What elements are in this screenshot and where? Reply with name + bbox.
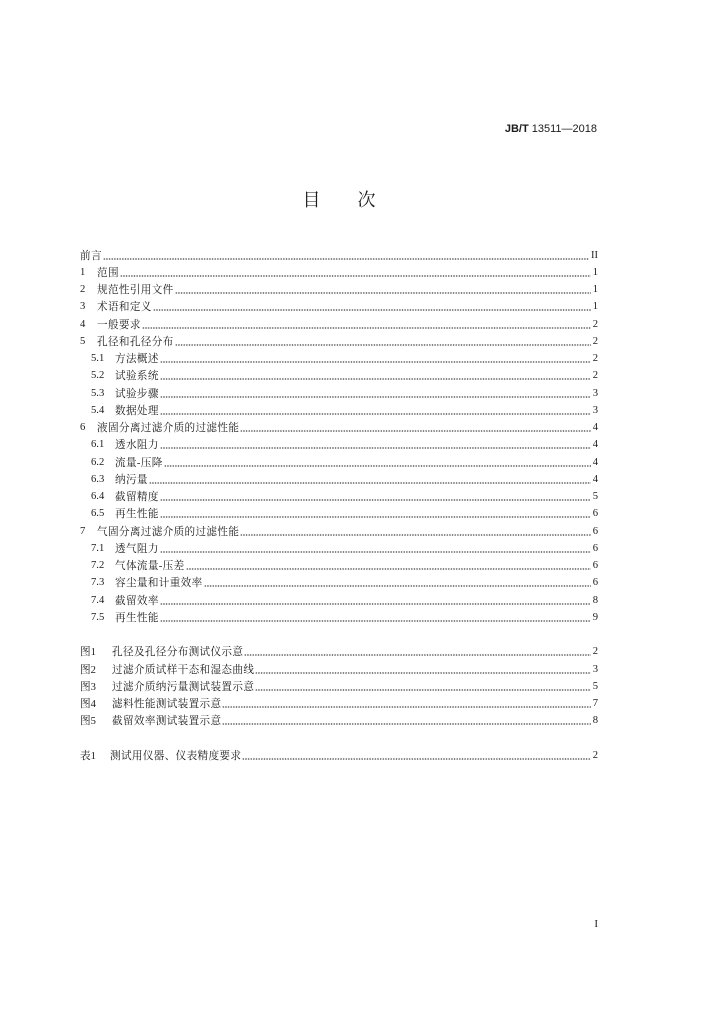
toc-entry-subclause <box>80 557 598 574</box>
group-spacer <box>80 626 598 643</box>
entry-number: 5.4 <box>91 404 105 416</box>
dot-leader <box>175 292 591 294</box>
entry-number: 图4 <box>80 699 96 711</box>
entry-title: 液固分离过滤介质的过滤性能 <box>97 423 240 435</box>
entry-title: 透气阻力 <box>115 543 159 555</box>
entry-title: 前言 <box>80 250 102 262</box>
entry-number: 7.1 <box>91 542 105 554</box>
entry-page-number: 2 <box>592 646 598 658</box>
dot-leader <box>164 465 591 467</box>
dot-leader <box>242 758 590 760</box>
dot-leader <box>120 275 591 277</box>
entry-page-number: 3 <box>592 404 598 416</box>
dot-leader <box>244 654 590 656</box>
entry-number: 3 <box>80 301 86 313</box>
toc-entry-subclause <box>80 384 598 401</box>
entry-number: 5.1 <box>91 353 105 365</box>
dot-leader <box>103 258 589 260</box>
entry-number: 7.2 <box>91 560 105 572</box>
toc-entry-clause <box>80 281 598 298</box>
entry-title: 容尘量和计重效率 <box>115 578 203 590</box>
entry-title: 范围 <box>97 267 119 279</box>
entry-number: 7.5 <box>91 611 105 623</box>
entry-number: 6.2 <box>91 456 105 468</box>
toc-entry-clause <box>80 264 598 281</box>
entry-number: 6.4 <box>91 491 105 503</box>
entry-title: 透水阻力 <box>115 440 159 452</box>
toc-entry-figure <box>80 660 598 677</box>
entry-page-number: 4 <box>592 422 598 434</box>
standard-code-prefix: JB/T <box>504 123 529 135</box>
entry-title: 测试用仪器、仪表精度要求 <box>110 750 242 762</box>
entry-page-number: 4 <box>592 439 598 451</box>
entry-number: 5.3 <box>91 387 105 399</box>
dot-leader <box>160 499 591 501</box>
dot-leader <box>160 413 591 415</box>
entry-title: 纳污量 <box>115 474 148 486</box>
entry-number: 表1 <box>80 750 96 762</box>
dot-leader <box>160 551 591 553</box>
entry-number: 5.2 <box>91 370 105 382</box>
toc-entry-table <box>80 747 598 764</box>
dot-leader <box>160 603 591 605</box>
toc-entry-figure <box>80 695 598 712</box>
entry-title: 试验系统 <box>115 371 159 383</box>
entry-page-number: 6 <box>592 542 598 554</box>
toc-entry-subclause <box>80 350 598 367</box>
toc-entry-subclause <box>80 453 598 470</box>
entry-page-number: 1 <box>592 301 598 313</box>
entry-title: 气体流量-压差 <box>115 561 185 573</box>
entry-title: 孔径和孔径分布 <box>97 336 174 348</box>
entry-number: 图2 <box>80 664 96 676</box>
entry-page-number: 2 <box>592 318 598 330</box>
entry-page-number: 1 <box>592 266 598 278</box>
toc-entry-figure <box>80 643 598 660</box>
entry-title: 截留精度 <box>115 492 159 504</box>
entry-title: 方法概述 <box>115 354 159 366</box>
entry-number: 7 <box>80 525 86 537</box>
entry-title: 滤料性能测试装置示意 <box>112 699 222 711</box>
toc-entry-preface <box>80 246 598 263</box>
entry-title: 孔径及孔径分布测试仪示意 <box>112 647 244 659</box>
toc-entry-clause <box>80 333 598 350</box>
entry-title: 气固分离过滤介质的过滤性能 <box>97 526 240 538</box>
entry-page-number: 2 <box>592 353 598 365</box>
dot-leader <box>160 620 591 622</box>
entry-title: 截留效率 <box>115 595 159 607</box>
entry-number: 6.3 <box>91 473 105 485</box>
dot-leader <box>222 706 590 708</box>
dot-leader <box>153 309 591 311</box>
dot-leader <box>160 516 591 518</box>
dot-leader <box>240 534 590 536</box>
entry-number: 4 <box>80 318 86 330</box>
entry-page-number: 3 <box>592 387 598 399</box>
toc-entry-subclause <box>80 367 598 384</box>
page-number: I <box>594 918 598 930</box>
entry-page-number: 9 <box>592 611 598 623</box>
entry-page-number: 8 <box>592 594 598 606</box>
entry-page-number: 2 <box>592 370 598 382</box>
toc-entry-subclause <box>80 540 598 557</box>
entry-number: 图1 <box>80 647 96 659</box>
toc-entry-clause <box>80 315 598 332</box>
entry-page-number: 6 <box>592 508 598 520</box>
entry-page-number: 6 <box>592 560 598 572</box>
entry-title: 再生性能 <box>115 612 159 624</box>
entry-page-number: 2 <box>592 749 598 761</box>
toc-entry-subclause <box>80 591 598 608</box>
entry-page-number: II <box>590 249 598 261</box>
entry-page-number: 5 <box>592 491 598 503</box>
toc-entry-clause <box>80 298 598 315</box>
entry-number: 7.3 <box>91 577 105 589</box>
dot-leader <box>160 447 591 449</box>
toc-entry-subclause <box>80 488 598 505</box>
toc-entry-subclause <box>80 471 598 488</box>
entry-page-number: 3 <box>592 663 598 675</box>
dot-leader <box>149 482 591 484</box>
toc-entry-subclause <box>80 436 598 453</box>
entry-title: 截留效率测试装置示意 <box>112 716 222 728</box>
toc-entry-subclause <box>80 402 598 419</box>
entry-page-number: 5 <box>592 680 598 692</box>
entry-title: 流量-压降 <box>115 457 163 469</box>
dot-leader <box>186 568 591 570</box>
entry-title: 规范性引用文件 <box>97 285 174 297</box>
toc-entry-subclause <box>80 505 598 522</box>
entry-title: 过滤介质试样干态和湿态曲线 <box>112 664 255 676</box>
entry-page-number: 7 <box>592 698 598 710</box>
entry-page-number: 6 <box>592 577 598 589</box>
entry-number: 1 <box>80 266 86 278</box>
entry-title: 过滤介质纳污量测试装置示意 <box>112 681 255 693</box>
standard-code <box>505 122 597 136</box>
group-spacer <box>80 729 598 746</box>
standard-code-number: 13511—2018 <box>531 123 597 135</box>
toc-entry-clause <box>80 522 598 539</box>
dot-leader <box>142 327 591 329</box>
dot-leader <box>255 672 590 674</box>
entry-page-number: 1 <box>592 284 598 296</box>
entry-title: 一般要求 <box>97 319 141 331</box>
entry-number: 图3 <box>80 681 96 693</box>
entry-page-number: 8 <box>592 715 598 727</box>
entry-page-number: 4 <box>592 473 598 485</box>
entry-title: 再生性能 <box>115 509 159 521</box>
dot-leader <box>160 396 591 398</box>
toc-entry-subclause <box>80 574 598 591</box>
dot-leader <box>175 344 591 346</box>
dot-leader <box>222 723 590 725</box>
toc-list <box>80 246 598 764</box>
toc-entry-clause <box>80 419 598 436</box>
toc-entry-subclause <box>80 609 598 626</box>
entry-number: 图5 <box>80 716 96 728</box>
dot-leader <box>160 361 591 363</box>
entry-number: 6.1 <box>91 439 105 451</box>
entry-number: 6 <box>80 422 86 434</box>
toc-entry-figure <box>80 678 598 695</box>
dot-leader <box>204 585 591 587</box>
entry-number: 7.4 <box>91 594 105 606</box>
entry-page-number: 4 <box>592 456 598 468</box>
entry-number: 5 <box>80 335 86 347</box>
entry-title: 试验步骤 <box>115 388 159 400</box>
entry-number: 2 <box>80 284 86 296</box>
toc-entry-figure <box>80 712 598 729</box>
entry-title: 术语和定义 <box>97 302 152 314</box>
entry-title: 数据处理 <box>115 405 159 417</box>
entry-number: 6.5 <box>91 508 105 520</box>
dot-leader <box>160 378 591 380</box>
entry-page-number: 2 <box>592 335 598 347</box>
entry-page-number: 6 <box>592 525 598 537</box>
dot-leader <box>255 689 590 691</box>
dot-leader <box>240 430 590 432</box>
page-title: 目 次 <box>302 190 385 211</box>
